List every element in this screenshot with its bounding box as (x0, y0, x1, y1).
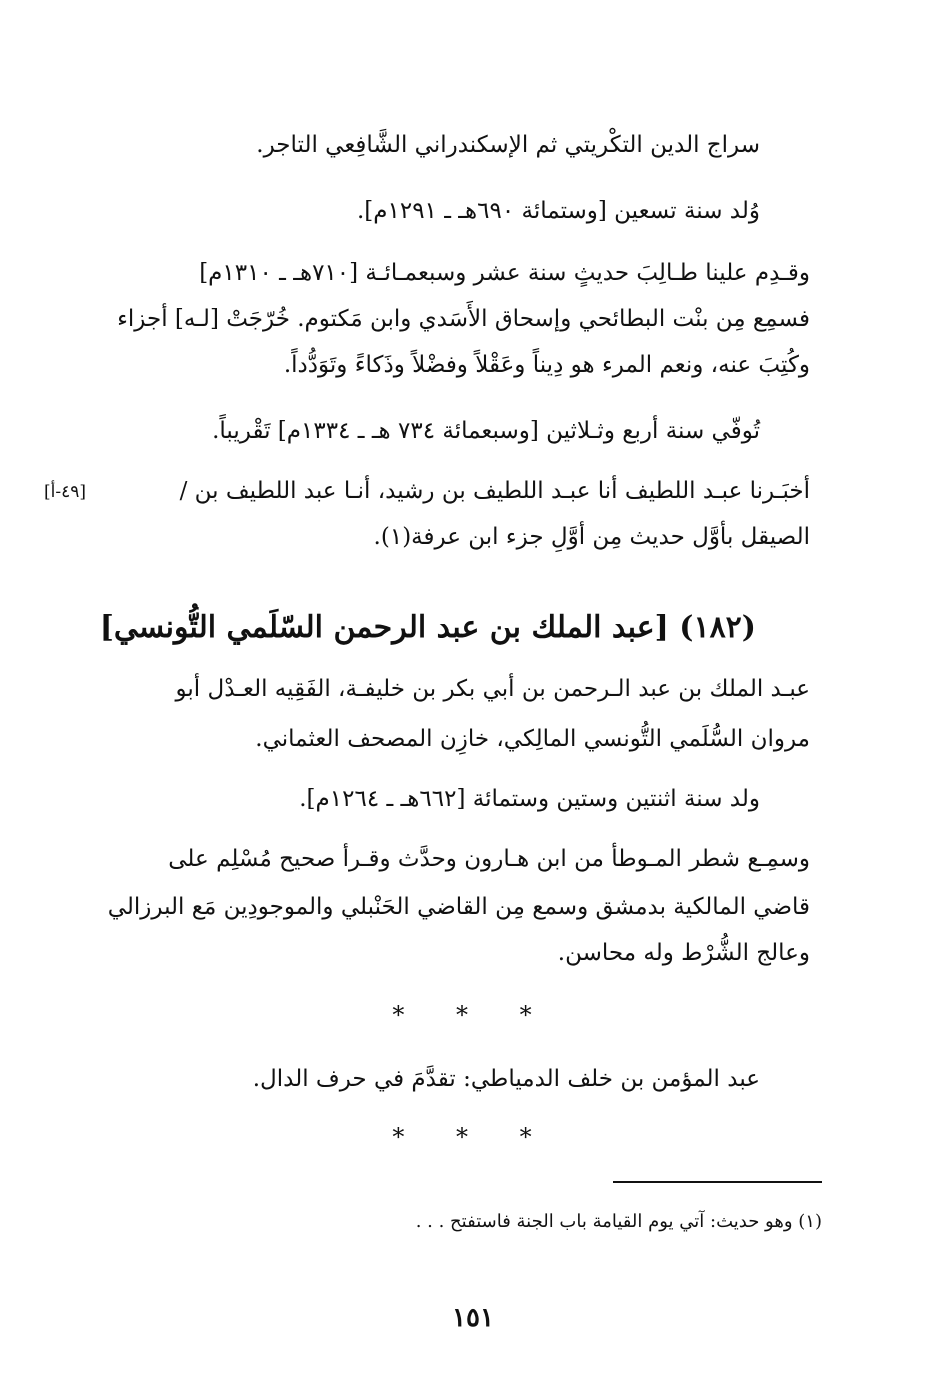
text-line: الصيقل بأوَّل حديث مِن أوَّلِ جزء ابن عرفة(١). (373, 524, 810, 550)
text-line: وقـدِم علينا طـالِبَ حديثٍ سنة عشر وسبعمـائـة [٧١٠هـ ـ ١٣١٠م] (199, 260, 810, 286)
margin-folio-note: [٤٩-أ] (44, 482, 87, 502)
text-line: مروان السُّلَمي التُّونسي المالِكي، خازِن المصحف العثماني. (255, 726, 810, 752)
footnote: (١) وهو حديث: آتي يوم القيامة باب الجنة فاستفتح . . . (415, 1211, 822, 1232)
text-line: فسمِع مِن بنْت البطائحي وإسحاق الأَسَدي وابن مَكتوم. خُرّجَتْ [لـه] أجزاء (117, 306, 810, 332)
separator-stars: * * * (392, 1001, 554, 1029)
text-line: أخبَـرنا عبـد اللطيف أنا عبـد اللطيف بن رشيد، أنـا عبد اللطيف بن / (179, 478, 810, 504)
text-line: سراج الدين التكْريتي ثم الإسكندراني الشَّافِعي التاجر. (256, 132, 760, 158)
entry-heading: (١٨٢) [عبد الملك بن عبد الرحمن السّلَمي التُّونسي] (99, 610, 756, 645)
text-line: قاضي المالكية بدمشق وسمع مِن القاضي الحَنْبلي والموجودِين مَع البرزالي (107, 894, 810, 920)
birth-line: وُلد سنة تسعين [وستمائة ٦٩٠هـ ـ ١٢٩١م]. (356, 198, 760, 224)
cross-reference: عبد المؤمن بن خلف الدمياطي: تقدَّمَ في حرف الدال. (252, 1066, 760, 1092)
page-number: ١٥١ (452, 1303, 494, 1333)
text-line: وسمِـع شطر المـوطأ من ابن هـارون وحدَّث وقـرأ صحيح مُسْلِم على (168, 846, 810, 872)
death-line: تُوفّي سنة أربع وثـلاثين [وسبعمائة ٧٣٤ هـ ـ ١٣٣٤م] تَقْريباً. (212, 418, 760, 444)
separator-stars: * * * (392, 1123, 554, 1151)
text-line: وكُتِبَ عنه، ونعم المرء هو دِيناً وعَقْلاً وفضْلاً وذَكاءً وتَوَدُّداً. (283, 352, 810, 378)
text-line: وعالج الشُّرْط وله محاسن. (557, 940, 810, 966)
footnote-rule (613, 1181, 822, 1183)
text-line: عبـد الملك بن عبد الـرحمن بن أبي بكر بن خليفـة، الفَقِيه العـدْل أبو (175, 676, 810, 702)
birth-line: ولد سنة اثنتين وستين وستمائة [٦٦٢هـ ـ ١٢٦٤م]. (299, 786, 760, 812)
